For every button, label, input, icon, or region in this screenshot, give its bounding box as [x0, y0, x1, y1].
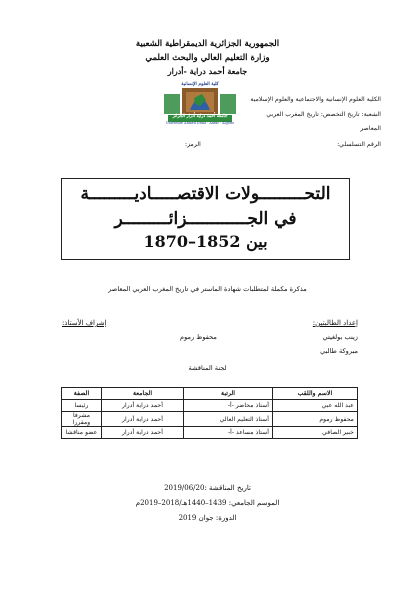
cell-rank: أستاذ محاضر -أ- — [184, 400, 273, 412]
logo-top-text: كلية العلوم الإنسانية — [181, 82, 219, 87]
table-header-row — [62, 388, 358, 400]
title-line-2: في الجــــــــــــزائـــــــــر — [114, 209, 297, 229]
faculty-line: الكلية العلوم الإنسانية والاجتماعية والعلوم الإسلامية — [250, 96, 381, 103]
committee-table — [61, 387, 358, 439]
student-name-2: مبروكة طالبي — [320, 347, 358, 355]
contemporary-line: المعاصر — [360, 125, 381, 132]
title-line-1: التحـــــــــولات الاقتصـــــاديـــــــــة — [80, 184, 331, 204]
cell-name: خبير الصافي — [273, 427, 358, 439]
cell-rank: أستاذ مساعد -أ- — [184, 427, 273, 439]
branch-line: الشعبة: تاريخ التخصص: تاريخ المغرب العربي — [266, 111, 381, 118]
thesis-subtitle: مذكرة مكملة لمتطلبات شهادة الماستر في تاريخ المغرب العربي المعاصر — [108, 285, 307, 293]
cell-role: عضو مناقشا — [62, 427, 102, 439]
cell-university: أحمد دراية أدرار — [102, 412, 184, 427]
col-role-header: الصفة — [62, 388, 102, 400]
col-name-header: الاسم واللقب — [273, 388, 358, 400]
defense-date: تاريخ المناقشة :2019/06/20 — [164, 484, 251, 492]
committee-label: لجنة المناقشة — [188, 364, 227, 372]
session: الدورة: جوان 2019 — [178, 514, 237, 522]
title-line-3: بين 1852–1870 — [143, 232, 268, 251]
academic-year: الموسم الجامعي: 1439–1440هـ/2018–2019م — [135, 499, 280, 507]
cell-role: رئيسا — [62, 400, 102, 412]
ministry-name: وزارة التعليم العالي والبحث العلمي — [145, 53, 270, 63]
logo-banner-text: جامعة أحمد دراية أدرار الجزائر — [172, 114, 228, 119]
cell-university: أحمد دراية أدرار — [102, 427, 184, 439]
supervisor-label: إشراف الأستاذ: — [62, 319, 107, 327]
table-row — [62, 427, 358, 439]
university-name: جامعة أحمد دراية -أدرار — [167, 66, 248, 76]
students-label: إعداد الطالبتين: — [312, 319, 358, 327]
cell-rank: أستاذ التعليم العالي — [184, 412, 273, 427]
cell-role: مشرفا ومقررا — [62, 412, 102, 427]
cell-name: عبد الله عبي — [273, 400, 358, 412]
cell-name: محفوظ رموم — [273, 412, 358, 427]
student-name-1: زينب بولغيتي — [322, 333, 358, 341]
cell-university: أحمد دراية أدرار — [102, 400, 184, 412]
col-university-header: الجامعة — [102, 388, 184, 400]
serial-number-label: الرقم التسلسلي: — [337, 141, 381, 148]
logo-caption: Université Ahmed Draïa - Adrar - Algérie — [165, 121, 235, 125]
supervisor-name: محفوظ رموم — [180, 333, 217, 341]
table-row — [62, 400, 358, 412]
republic-name: الجمهورية الجزائرية الديمقراطية الشعبية — [135, 39, 280, 49]
table-row — [62, 412, 358, 427]
col-rank-header: الرتبة — [184, 388, 273, 400]
code-label: الرمز: — [185, 141, 201, 148]
